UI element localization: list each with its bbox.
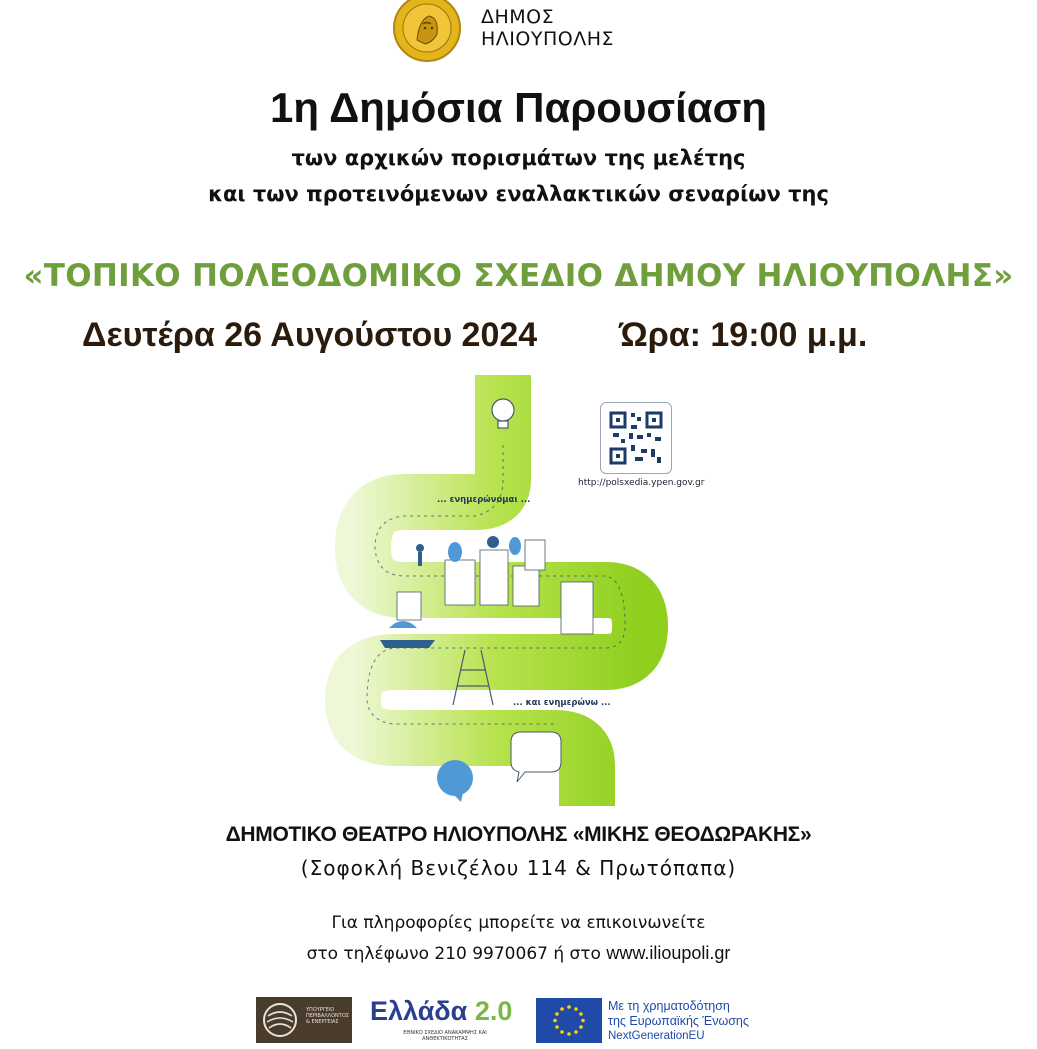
subtitle-line1: των αρχικών πορισμάτων της μελέτης [291,146,746,170]
event-date: Δευτέρα 26 Αυγούστου 2024 [82,316,538,354]
venue-name: ΔΗΜΟΤΙΚΟ ΘΕΑΤΡΟ ΗΛΙΟΥΠΟΛΗΣ «ΜΙΚΗΣ ΘΕΟΔΩΡΑΚΗΣ» [225,823,812,846]
qr-url-text: http://polsxedia.ypen.gov.gr [578,478,705,488]
ellada-word: Ελλάδα [370,996,468,1026]
ellada-subtitle: ΕΘΝΙΚΟ ΣΧΕΔΙΟ ΑΝΑΚΑΜΨΗΣ ΚΑΙ ΑΝΘΕΚΤΙΚΟΤΗΤΑΣ [403,1030,487,1042]
page-title: 1η Δημόσια Παρουσίαση [269,84,768,131]
info-line1: Για πληροφορίες μπορείτε να επικοινωνείτε [331,913,706,933]
ministry-text: ΥΠΟΥΡΓΕΙΟ ΠΕΡΙΒΑΛΛΟΝΤΟΣ & ΕΝΕΡΓΕΙΑΣ [306,1007,349,1025]
illustration-label-bottom: ... και ενημερώνω ... [513,698,611,708]
project-name: «ΤΟΠΙΚΟ ΠΟΛΕΟΔΟΜΙΚΟ ΣΧΕΔΙΟ ΔΗΜΟΥ ΗΛΙΟΥΠΟΛΗΣ» [23,258,1014,294]
venue-address: (Σοφοκλή Βενιζέλου 114 & Πρωτόπαπα) [300,856,737,880]
illustration-label-top: ... ενημερώνομαι ... [437,495,531,505]
website-link[interactable]: www.ilioupoli.gr [606,943,731,963]
event-time: Ώρα: 19:00 μ.μ. [619,316,868,354]
municipality-name-line1: ΔΗΜΟΣ [481,6,555,28]
ministry-logo [256,997,352,1043]
info-phone-text: στο τηλέφωνο 210 9970067 ή στο [306,944,607,964]
eu-flag-icon [536,998,602,1043]
eu-funding-text [608,999,749,1044]
eu-line3: NextGenerationEU [608,1030,705,1042]
ministry-emblem-icon [262,1002,298,1038]
ellada-version: 2.0 [474,996,513,1026]
qr-code-icon [600,402,672,474]
municipality-logo [393,0,643,66]
eu-line2: της Ευρωπαϊκής Ένωσης [608,1014,749,1028]
municipality-name-line2: ΗΛΙΟΥΠΟΛΗΣ [481,28,614,50]
subtitle-line2: και των προτεινόμενων εναλλακτικών σεναρίων της [208,182,829,206]
date-time-line [82,316,982,355]
municipality-seal-icon [393,0,461,62]
greece-2-0-logo [368,996,523,1044]
info-line2 [0,943,1037,964]
eu-line1: Με τη χρηματοδότηση [608,999,730,1013]
